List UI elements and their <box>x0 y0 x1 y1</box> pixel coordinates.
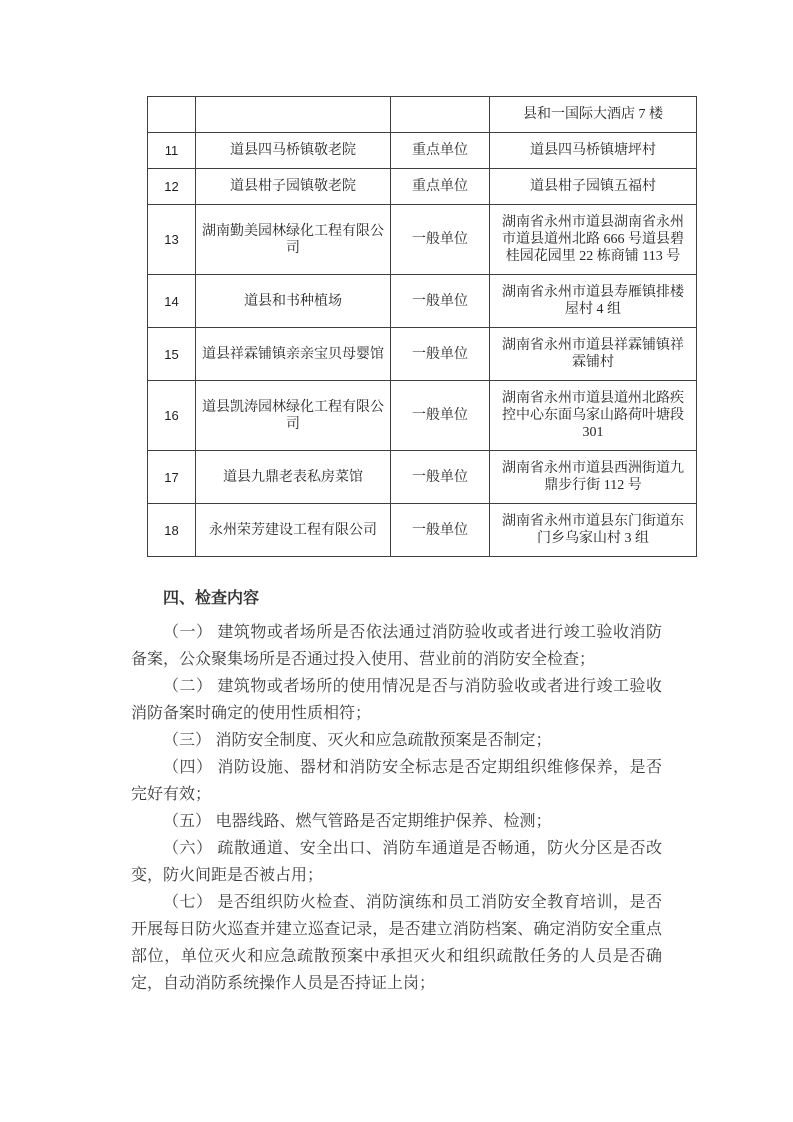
table-row <box>148 275 697 328</box>
row-number-cell: 16 <box>148 381 196 451</box>
table-row <box>148 169 697 205</box>
table-row <box>148 205 697 275</box>
unit-type-cell: 一般单位 <box>391 451 490 504</box>
paragraph: （二） 建筑物或者场所的使用情况是否与消防验收或者进行竣工验收消防备案时确定的使用性质相符； <box>131 678 662 722</box>
unit-type-cell <box>391 97 490 133</box>
table-row <box>148 97 697 133</box>
section-heading: 四、检查内容 <box>163 590 260 607</box>
table-row <box>148 381 697 451</box>
unit-name-cell: 永州荣芳建设工程有限公司 <box>196 504 391 557</box>
unit-name-cell: 道县九鼎老表私房菜馆 <box>196 451 391 504</box>
row-number-cell: 17 <box>148 451 196 504</box>
unit-address-cell: 湖南省永州市道县道州北路疾控中心东面乌家山路荷叶塘段 301 <box>490 381 697 451</box>
paragraph: （三） 消防安全制度、灭火和应急疏散预案是否制定； <box>163 732 552 749</box>
unit-name-cell: 道县和书种植场 <box>196 275 391 328</box>
row-number-cell: 18 <box>148 504 196 557</box>
unit-address-cell: 湖南省永州市道县寿雁镇排楼屋村 4 组 <box>490 275 697 328</box>
inspection-content-section <box>131 585 662 997</box>
table-row <box>148 328 697 381</box>
unit-address-cell: 道县四马桥镇塘坪村 <box>490 133 697 169</box>
row-number-cell: 11 <box>148 133 196 169</box>
paragraph: （六） 疏散通道、安全出口、消防车通道是否畅通，防火分区是否改变，防火间距是否被占用； <box>131 840 662 884</box>
unit-type-cell: 一般单位 <box>391 328 490 381</box>
unit-type-cell: 一般单位 <box>391 381 490 451</box>
unit-name-cell: 道县四马桥镇敬老院 <box>196 133 391 169</box>
unit-address-cell: 县和一国际大酒店 7 楼 <box>490 97 697 133</box>
unit-address-cell: 湖南省永州市道县祥霖铺镇祥霖铺村 <box>490 328 697 381</box>
row-number-cell: 15 <box>148 328 196 381</box>
unit-type-cell: 一般单位 <box>391 205 490 275</box>
paragraph: （七） 是否组织防火检查、消防演练和员工消防安全教育培训，是否开展每日防火巡查并建立巡查记录，是否建立消防档案、确定消防安全重点部位，单位灭火和应急疏散预案中承担灭火和组织疏散任务的人员是否确定，自动消防系统操作人员是否持证上岗； <box>131 894 662 992</box>
unit-address-cell: 湖南省永州市道县东门街道东门乡乌家山村 3 组 <box>490 504 697 557</box>
unit-name-cell: 道县柑子园镇敬老院 <box>196 169 391 205</box>
table-row <box>148 133 697 169</box>
unit-name-cell <box>196 97 391 133</box>
paragraph: （五） 电器线路、燃气管路是否定期维护保养、检测； <box>163 813 552 830</box>
table-row <box>148 451 697 504</box>
row-number-cell: 13 <box>148 205 196 275</box>
paragraph: （一） 建筑物或者场所是否依法通过消防验收或者进行竣工验收消防备案，公众聚集场所是否通过投入使用、营业前的消防安全检查； <box>131 624 662 668</box>
unit-address-cell: 湖南省永州市道县湖南省永州市道县道州北路 666 号道县碧桂园花园里 22 栋商铺 113 号 <box>490 205 697 275</box>
units-table-body <box>148 97 697 557</box>
row-number-cell: 14 <box>148 275 196 328</box>
units-table <box>147 96 697 557</box>
row-number-cell <box>148 97 196 133</box>
table-row <box>148 504 697 557</box>
unit-type-cell: 重点单位 <box>391 133 490 169</box>
unit-address-cell: 湖南省永州市道县西洲街道九鼎步行街 112 号 <box>490 451 697 504</box>
unit-name-cell: 道县凯涛园林绿化工程有限公司 <box>196 381 391 451</box>
unit-type-cell: 重点单位 <box>391 169 490 205</box>
paragraph: （四） 消防设施、器材和消防安全标志是否定期组织维修保养，是否完好有效； <box>131 759 662 803</box>
paragraph-list <box>131 619 662 997</box>
unit-name-cell: 道县祥霖铺镇亲亲宝贝母婴馆 <box>196 328 391 381</box>
unit-address-cell: 道县柑子园镇五福村 <box>490 169 697 205</box>
unit-name-cell: 湖南勤美园林绿化工程有限公司 <box>196 205 391 275</box>
unit-type-cell: 一般单位 <box>391 504 490 557</box>
row-number-cell: 12 <box>148 169 196 205</box>
unit-type-cell: 一般单位 <box>391 275 490 328</box>
